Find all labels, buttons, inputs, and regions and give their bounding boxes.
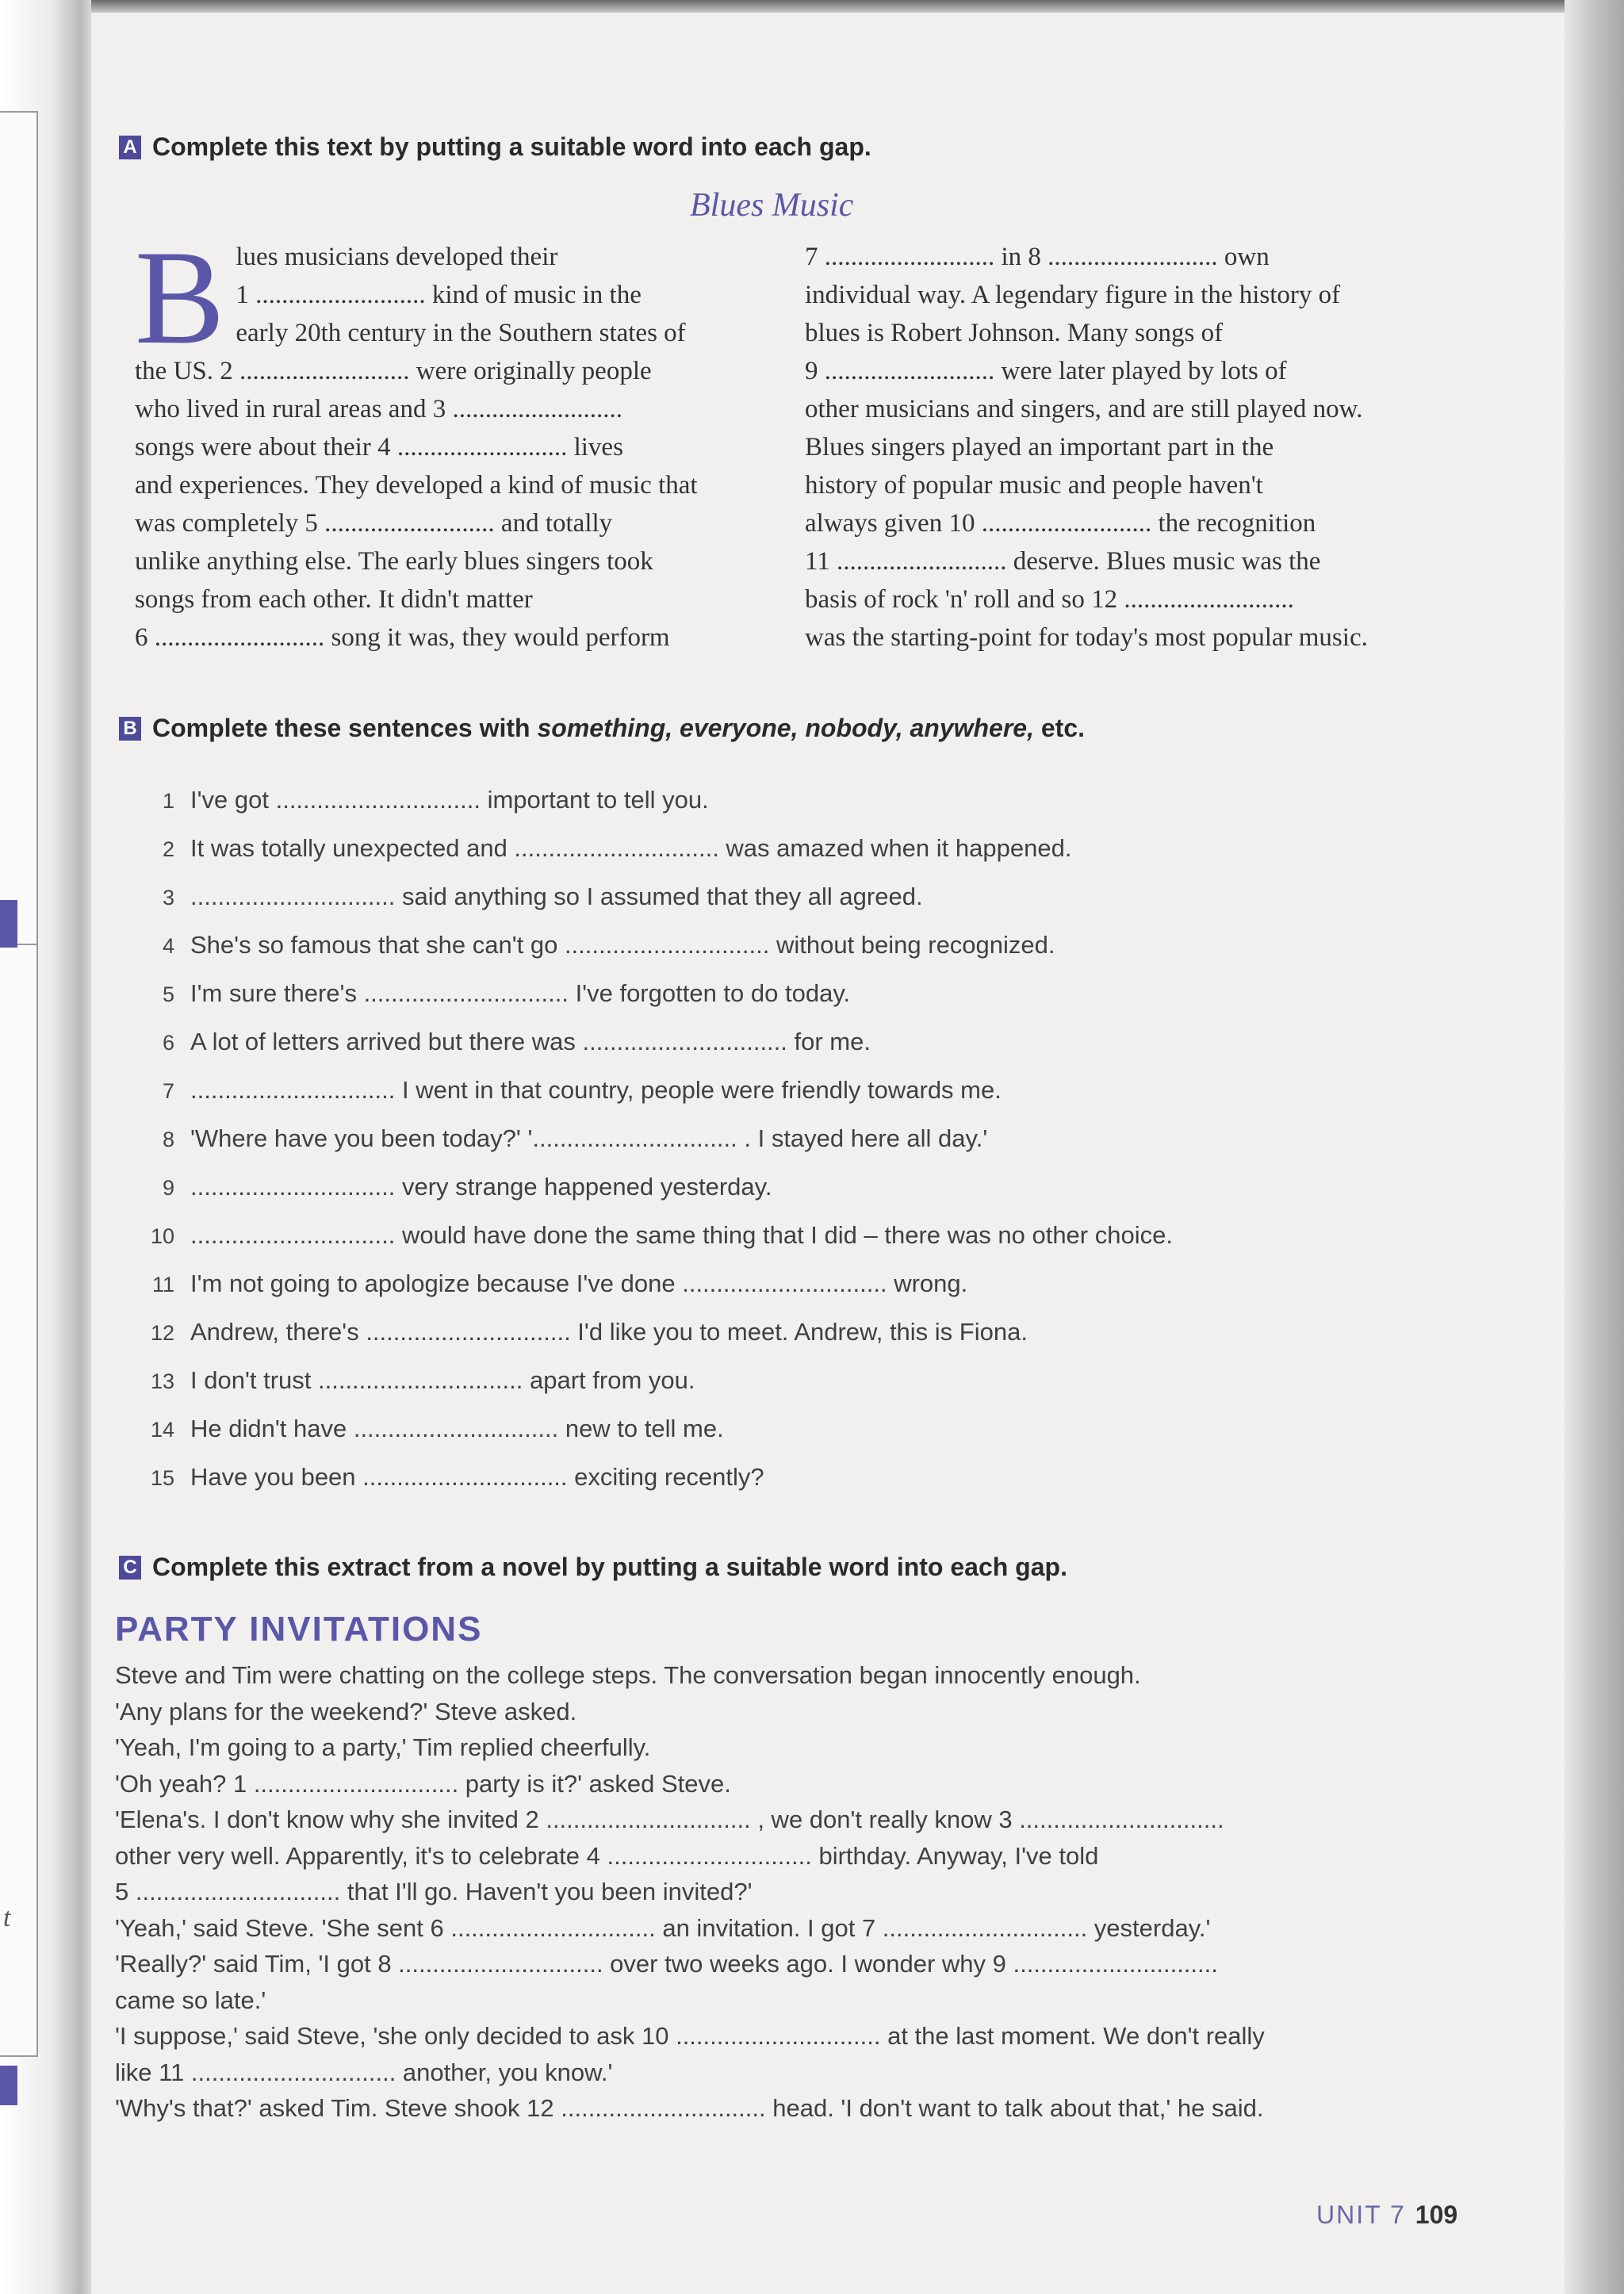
text-line: songs were about their 4 .......................... lives — [135, 433, 623, 461]
sentence-text: .............................. would have done the same thing that I did – there was no other choice. — [190, 1221, 1173, 1249]
sentence-number: 2 — [162, 837, 174, 861]
text-line: 11 .......................... deserve. Blues music was the — [805, 547, 1321, 576]
text-line: unlike anything else. The early blues singers took — [135, 547, 653, 576]
sentence-text: Have you been .............................. exciting recently? — [190, 1463, 764, 1491]
text-line: the US. 2 .......................... were originally people — [135, 357, 652, 385]
instruction-pre: Complete these sentences with — [152, 714, 538, 742]
text-line: like 11 .............................. another, you know.' — [115, 2058, 613, 2086]
right-page-edge — [1565, 0, 1624, 2294]
page-footer — [1316, 2200, 1457, 2230]
sentence-text: I'm not going to apologize because I've done .............................. wrong. — [190, 1270, 968, 1297]
text-line: always given 10 .......................... the recognition — [805, 509, 1316, 538]
sentence-text: .............................. very strange happened yesterday. — [190, 1173, 772, 1201]
section-b-sentence-list — [143, 776, 1332, 1501]
sentence-text: .............................. I went in that country, people were friendly towards me. — [190, 1076, 1002, 1104]
drop-cap: B — [135, 223, 225, 372]
text-line: 'Oh yeah? 1 .............................. party is it?' asked Steve. — [115, 1769, 731, 1798]
sentence-item — [143, 1162, 1332, 1211]
sentence-item — [143, 1259, 1332, 1308]
sentence-text: She's so famous that she can't go .............................. without being recognized. — [190, 931, 1055, 959]
sentence-text: I've got .............................. important to tell you. — [190, 786, 709, 814]
text-line: Blues singers played an important part in the — [805, 433, 1274, 461]
sentence-text: It was totally unexpected and .............................. was amazed when it happened. — [190, 834, 1072, 862]
page-tab-marker — [0, 900, 17, 948]
text-line: basis of rock 'n' roll and so 12 .......................... — [805, 585, 1294, 614]
text-line: Steve and Tim were chatting on the college steps. The conversation began innocently enough. — [115, 1661, 1141, 1689]
sentence-item — [143, 1404, 1332, 1453]
instruction-post: etc. — [1033, 714, 1086, 742]
section-a-instruction: Complete this text by putting a suitable word into each gap. — [152, 132, 871, 161]
sentence-number: 7 — [162, 1079, 174, 1103]
text-line: came so late.' — [115, 1986, 266, 2014]
party-invitations-title: PARTY INVITATIONS — [115, 1610, 483, 1649]
sentence-number: 4 — [162, 934, 174, 958]
sentence-text: I don't trust .............................. apart from you. — [190, 1366, 695, 1394]
scan-top-edge — [0, 0, 1624, 13]
blues-right-column — [805, 238, 1447, 657]
sentence-number: 6 — [162, 1031, 174, 1055]
section-c-badge: C — [119, 1556, 141, 1580]
text-line: 7 .......................... in 8 .......................... own — [805, 243, 1270, 271]
sentence-item — [143, 1066, 1332, 1114]
section-c-heading — [119, 1553, 1067, 1582]
text-line: 1 .......................... kind of music in the — [236, 281, 642, 309]
text-line: 9 .......................... were later played by lots of — [805, 357, 1287, 385]
sentence-text: .............................. said anything so I assumed that they all agreed. — [190, 883, 923, 910]
section-b-instruction — [152, 714, 1085, 743]
sentence-number: 10 — [150, 1224, 174, 1248]
text-line: and experiences. They developed a kind of music that — [135, 471, 698, 500]
text-line: individual way. A legendary figure in the history of — [805, 281, 1341, 309]
text-line: 'Yeah, I'm going to a party,' Tim replied cheerfully. — [115, 1733, 651, 1761]
previous-page-edge-lower — [0, 944, 38, 2057]
sentence-item — [143, 1308, 1332, 1356]
text-line: who lived in rural areas and 3 .......................... — [135, 395, 622, 423]
sentence-item — [143, 1017, 1332, 1066]
sentence-number: 13 — [150, 1369, 174, 1393]
blues-music-title: Blues Music — [690, 187, 854, 224]
sentence-number: 3 — [162, 886, 174, 910]
sentence-number: 15 — [150, 1466, 174, 1490]
sentence-item — [143, 969, 1332, 1017]
sentence-item — [143, 1114, 1332, 1162]
sentence-number: 14 — [150, 1418, 174, 1442]
text-line: 'Elena's. I don't know why she invited 2 .............................. , we don't really know 3 .............................. — [115, 1806, 1224, 1833]
text-line: was the starting-point for today's most popular music. — [805, 623, 1368, 652]
sentence-number: 9 — [162, 1176, 174, 1200]
sentence-item — [143, 872, 1332, 921]
sentence-item — [143, 1453, 1332, 1501]
section-c-instruction: Complete this extract from a novel by putting a suitable word into each gap. — [152, 1553, 1067, 1581]
text-line: 'Any plans for the weekend?' Steve asked. — [115, 1697, 577, 1725]
sentence-number: 8 — [162, 1128, 174, 1151]
text-line: other very well. Apparently, it's to celebrate 4 .............................. birthday. Anyway, I've told — [115, 1841, 1099, 1870]
text-line: songs from each other. It didn't matter — [135, 585, 533, 614]
blues-left-column — [135, 223, 761, 657]
sentence-text: Andrew, there's .............................. I'd like you to meet. Andrew, this is Fiona. — [190, 1318, 1028, 1346]
sentence-item — [143, 1211, 1332, 1259]
page-number: 109 — [1415, 2200, 1458, 2229]
sentence-text: I'm sure there's .............................. I've forgotten to do today. — [190, 979, 851, 1007]
sentence-number: 5 — [162, 982, 174, 1006]
text-line: lues musicians developed their — [236, 243, 558, 271]
sentence-number: 12 — [150, 1321, 174, 1345]
section-b-heading — [119, 714, 1085, 743]
instruction-words: something, everyone, nobody, anywhere, — [537, 714, 1034, 742]
text-line: 6 .......................... song it was, they would perform — [135, 623, 670, 652]
text-line: 'I suppose,' said Steve, 'she only decided to ask 10 .............................. at the last moment. We don't really — [115, 2022, 1265, 2050]
sentence-number: 11 — [151, 1273, 174, 1296]
text-line: was completely 5 .......................... and totally — [135, 509, 613, 538]
sentence-item — [143, 921, 1332, 969]
text-line: 'Really?' said Tim, 'I got 8 .............................. over two weeks ago. I wonder why 9 .............................. — [115, 1950, 1218, 1978]
text-line: blues is Robert Johnson. Many songs of — [805, 319, 1224, 347]
section-b-badge: B — [119, 717, 141, 741]
text-line: 'Yeah,' said Steve. 'She sent 6 .............................. an invitation. I got 7 .............................. yesterday.' — [115, 1913, 1211, 1942]
section-a-badge: A — [119, 136, 141, 159]
sentence-item — [143, 824, 1332, 872]
text-line: early 20th century in the Southern states of — [236, 319, 686, 347]
text-line: 5 .............................. that I'll go. Haven't you been invited?' — [115, 1878, 753, 1905]
text-line: other musicians and singers, and are still played now. — [805, 395, 1363, 423]
text-line: history of popular music and people haven't — [805, 471, 1263, 500]
page-tab-marker-lower — [0, 2066, 17, 2105]
unit-label: UNIT 7 — [1316, 2200, 1406, 2229]
party-invitations-text — [115, 1657, 1384, 2127]
sentence-text: 'Where have you been today?' '.............................. . I stayed here all day.' — [190, 1124, 988, 1152]
sentence-text: A lot of letters arrived but there was .............................. for me. — [190, 1028, 871, 1055]
section-a-heading — [119, 132, 871, 162]
margin-letter: t — [3, 1903, 11, 1932]
sentence-item — [143, 776, 1332, 824]
sentence-text: He didn't have .............................. new to tell me. — [190, 1415, 724, 1442]
sentence-item — [143, 1356, 1332, 1404]
text-line: 'Why's that?' asked Tim. Steve shook 12 .............................. head. 'I don't want to talk about that,' he said. — [115, 2094, 1264, 2122]
sentence-number: 1 — [162, 789, 174, 813]
